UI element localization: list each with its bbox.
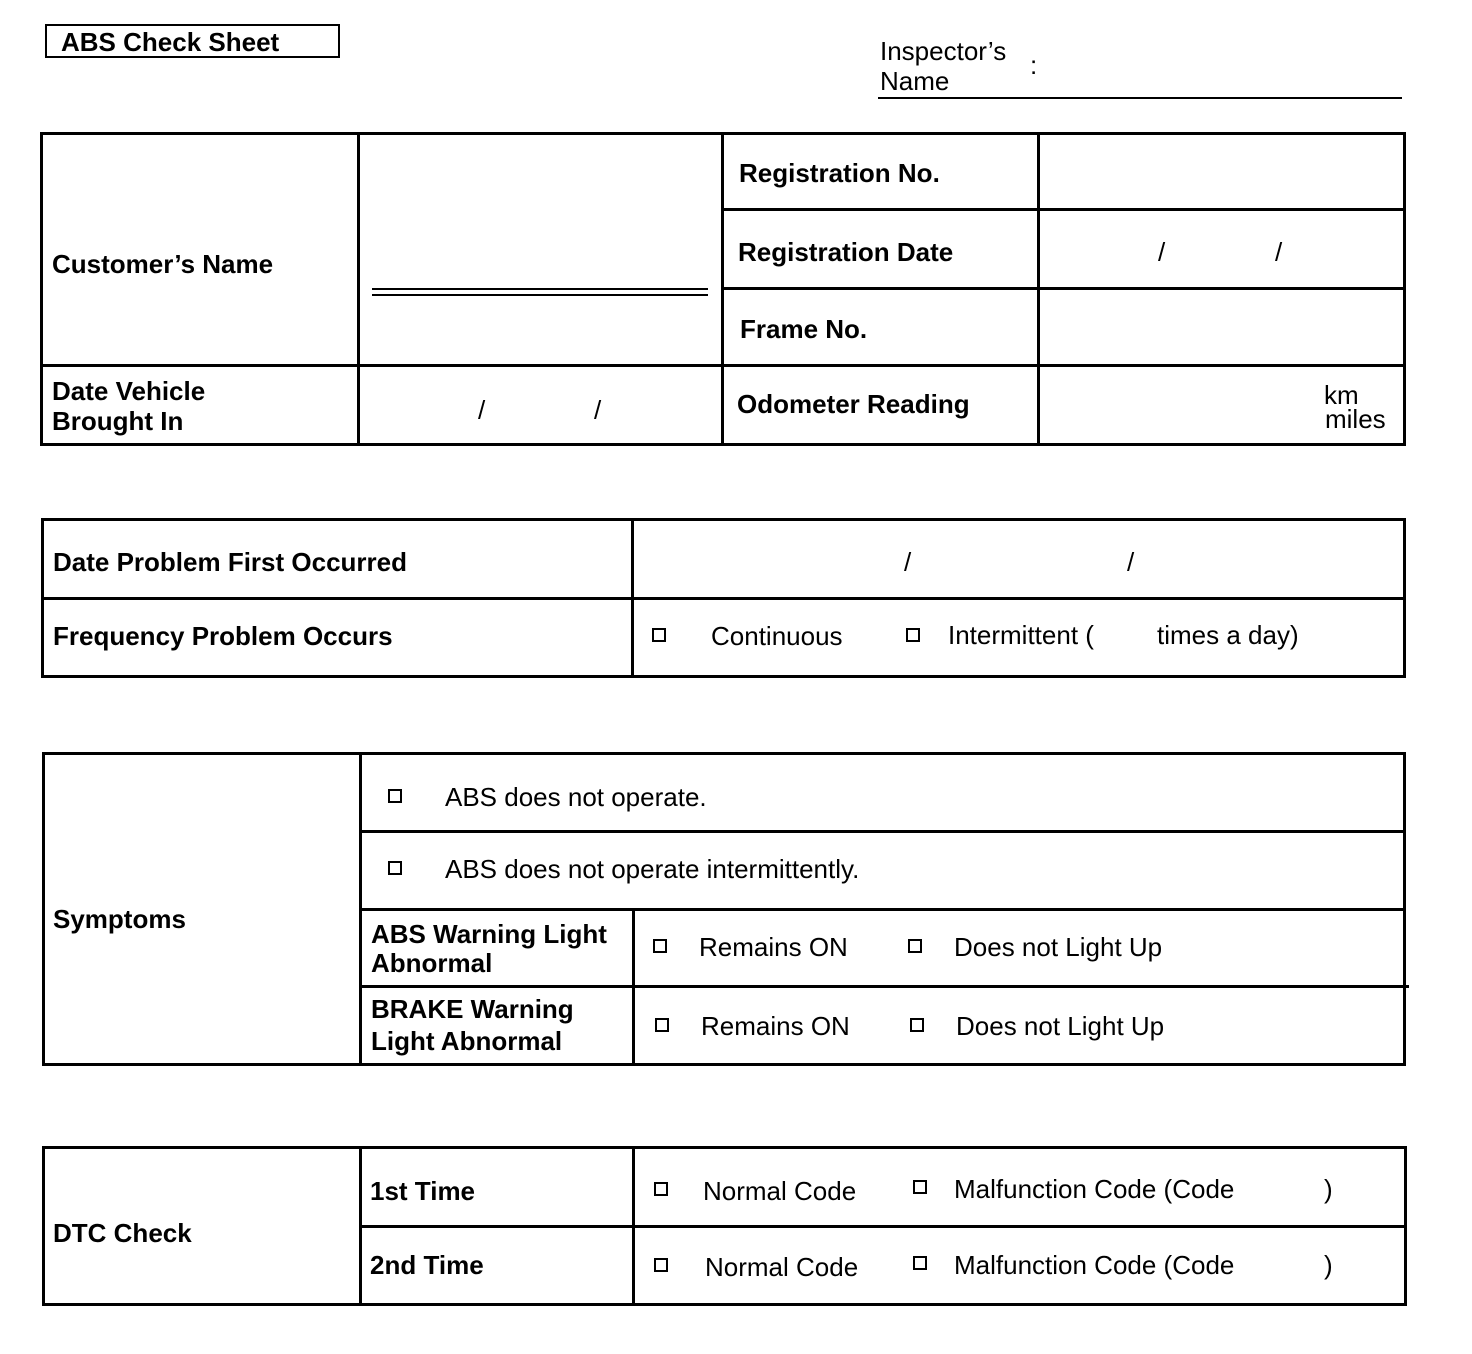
divider [357,132,360,446]
odometer-unit-km: km [1324,380,1359,410]
inspector-colon: : [1030,50,1038,80]
dtc-check-label: DTC Check [53,1218,192,1248]
date-separator: / [594,395,602,425]
dtc-second-time-label: 2nd Time [370,1250,484,1280]
not-operate-intermittent-label: ABS does not operate intermittently. [445,854,860,884]
registration-date-label: Registration Date [738,237,954,267]
brake-not-light-up-checkbox[interactable] [910,1018,924,1032]
divider [40,364,1406,367]
odometer-label: Odometer Reading [737,389,970,419]
second-malfunction-code-checkbox[interactable] [913,1256,927,1270]
brake-not-light-up-label: Does not Light Up [956,1011,1165,1041]
odometer-unit-miles: miles [1325,404,1386,434]
divider [359,1225,1407,1228]
date-brought-in-line1: Date Vehicle [52,376,206,406]
frame-no-field[interactable] [1042,292,1402,362]
date-separator: / [478,395,486,425]
second-code-close-paren: ) [1324,1250,1333,1280]
first-normal-code-checkbox[interactable] [654,1182,668,1196]
date-separator: / [904,547,912,577]
abs-warning-light-line2: Abnormal [371,948,493,978]
registration-no-field[interactable] [1042,136,1402,206]
second-malfunction-code-label: Malfunction Code (Code [954,1250,1235,1280]
inspector-name-field[interactable] [878,97,1402,99]
inspector-label-line1: Inspector’s [880,36,1007,66]
first-malfunction-code-checkbox[interactable] [913,1180,927,1194]
second-normal-code-checkbox[interactable] [654,1258,668,1272]
abs-warning-light-label [371,920,607,978]
continuous-checkbox[interactable] [652,628,666,642]
date-brought-in-line2: Brought In [52,406,184,436]
brake-remains-on-label: Remains ON [701,1011,850,1041]
second-normal-code-label: Normal Code [705,1252,859,1282]
divider [359,830,1406,833]
abs-remains-on-label: Remains ON [699,932,848,962]
date-separator: / [1158,237,1166,267]
intermittent-label: Intermittent ( [948,620,1094,650]
brake-warning-light-line1: BRAKE Warning [371,994,574,1024]
date-separator: / [1275,237,1283,267]
registration-no-label: Registration No. [739,158,940,188]
brake-remains-on-checkbox[interactable] [655,1018,669,1032]
not-operate-intermittent-checkbox[interactable] [388,861,402,875]
date-first-occurred-label: Date Problem First Occurred [53,547,407,577]
date-separator: / [1127,547,1135,577]
first-malfunction-code-label: Malfunction Code (Code [954,1174,1235,1204]
sheet-title: ABS Check Sheet [45,24,340,58]
times-a-day-label: times a day) [1157,620,1299,650]
brake-warning-light-line2: Light Abnormal [371,1026,563,1056]
abs-not-light-up-label: Does not Light Up [954,932,1163,962]
symptoms-label: Symptoms [53,904,186,934]
divider [721,208,1406,211]
dtc-first-time-label: 1st Time [370,1176,476,1206]
frequency-label: Frequency Problem Occurs [53,621,393,651]
divider [359,908,1406,911]
not-operate-checkbox[interactable] [388,789,402,803]
divider [359,985,1409,988]
first-normal-code-label: Normal Code [703,1176,857,1206]
divider [41,597,1406,600]
abs-not-light-up-checkbox[interactable] [908,939,922,953]
not-operate-label: ABS does not operate. [445,782,707,812]
inspector-label-line2: Name [880,66,950,96]
continuous-label: Continuous [711,621,843,651]
abs-remains-on-checkbox[interactable] [653,939,667,953]
inspector-name-label [880,36,1006,96]
date-brought-in-label [52,376,205,436]
frame-no-label: Frame No. [740,314,868,344]
first-code-close-paren: ) [1324,1174,1333,1204]
brake-warning-light-label [371,993,574,1057]
customer-name-field[interactable] [362,136,718,362]
divider [721,287,1406,290]
intermittent-checkbox[interactable] [906,628,920,642]
abs-warning-light-line1: ABS Warning Light [371,919,607,949]
customer-name-label: Customer’s Name [52,249,274,279]
